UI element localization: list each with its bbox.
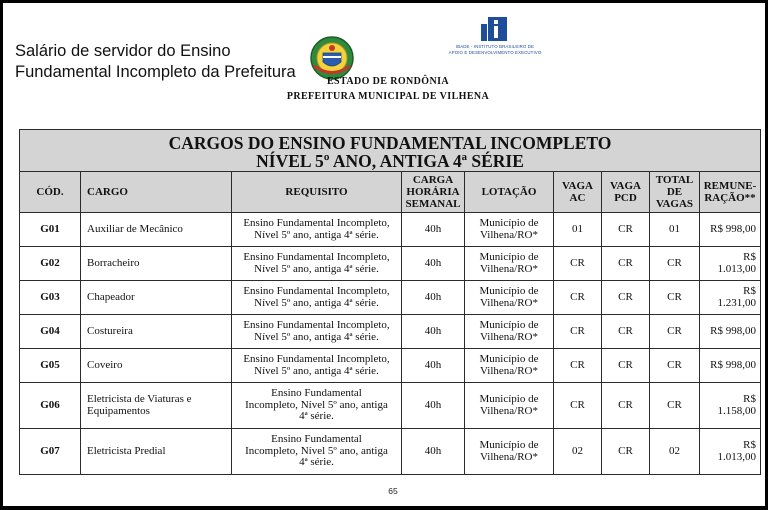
- caption-line-1: Salário de servidor do Ensino: [15, 42, 231, 60]
- page-number: 65: [388, 486, 398, 496]
- col-header-vaga-ac: [554, 172, 602, 213]
- cell-requisito: [232, 315, 402, 349]
- cell-line: 4ª série.: [299, 456, 334, 469]
- cell-line: Ensino Fundamental Incompleto,: [243, 353, 390, 365]
- cell-line: Ensino Fundamental Incompleto,: [243, 285, 390, 297]
- cell-total: 01: [650, 213, 700, 247]
- table-row: [20, 213, 761, 247]
- cell-carga: 40h: [402, 429, 465, 475]
- cell-vaga-pcd: CR: [602, 247, 650, 281]
- cell-line: Borracheiro: [87, 256, 140, 269]
- cell-vaga-ac: 01: [554, 213, 602, 247]
- cell-line: Vilhena/RO*: [480, 450, 538, 463]
- cell-line: Incompleto, Nível 5º ano, antiga: [245, 444, 388, 457]
- cell-requisito: [232, 429, 402, 475]
- cell-requisito: [232, 383, 402, 429]
- cell-total: CR: [650, 315, 700, 349]
- cell-vaga-pcd: CR: [602, 429, 650, 475]
- col-header-remuneracao-line: REMUNE-: [703, 180, 757, 192]
- cell-cod: G01: [20, 213, 81, 247]
- col-header-carga-line: HORÁRIA: [406, 186, 460, 198]
- cell-line: Ensino Fundamental Incompleto,: [243, 251, 390, 263]
- col-header-vaga-pcd-line: PCD: [614, 192, 637, 204]
- cell-vaga-ac: CR: [554, 281, 602, 315]
- col-header-vaga-ac-line: AC: [569, 192, 586, 204]
- cell-line: Município de: [479, 319, 539, 331]
- cell-line: Eletricista Predial: [87, 444, 166, 457]
- table-title-line-1: CARGOS DO ENSINO FUNDAMENTAL INCOMPLETO: [168, 132, 612, 153]
- cell-total: CR: [650, 281, 700, 315]
- table-title-line-2: NÍVEL 5º ANO, ANTIGA 4ª SÉRIE: [256, 150, 524, 171]
- cell-requisito: [232, 247, 402, 281]
- cell-lotacao: [465, 281, 554, 315]
- ibade-line-1: IBADE - INSTITUTO BRASILEIRO DE: [455, 44, 535, 49]
- cell-line: 4ª série.: [299, 410, 334, 423]
- cell-total: 02: [650, 429, 700, 475]
- cell-line: Município de: [479, 353, 539, 365]
- cell-lotacao: [465, 383, 554, 429]
- cell-cod: G03: [20, 281, 81, 315]
- cell-line: Nível 5º ano, antiga 4ª série.: [254, 364, 379, 377]
- cell-remuneracao: R$ 998,00: [700, 349, 761, 383]
- cell-cod: G04: [20, 315, 81, 349]
- org-prefeitura: PREFEITURA MUNICIPAL DE VILHENA: [286, 91, 490, 102]
- cell-line: Eletricista de Viaturas e: [87, 393, 192, 405]
- cell-carga: 40h: [402, 247, 465, 281]
- cell-cod: G02: [20, 247, 81, 281]
- cell-cod: G06: [20, 383, 81, 429]
- table-row: [20, 315, 761, 349]
- cell-requisito: [232, 213, 402, 247]
- col-header-total-line: VAGAS: [655, 198, 694, 210]
- ibade-text: [443, 44, 547, 55]
- cell-line: Equipamentos: [87, 404, 150, 417]
- cell-vaga-pcd: CR: [602, 213, 650, 247]
- cell-line: Vilhena/RO*: [480, 228, 538, 241]
- cell-remuneracao: R$ 998,00: [700, 315, 761, 349]
- cell-line: Ensino Fundamental: [271, 433, 362, 446]
- cell-vaga-ac: CR: [554, 349, 602, 383]
- cell-line: Chapeador: [87, 290, 135, 303]
- col-header-cod: CÓD.: [20, 172, 81, 213]
- cell-total: CR: [650, 247, 700, 281]
- cell-line: Município de: [479, 285, 539, 297]
- cell-carga: 40h: [402, 315, 465, 349]
- cell-line: Vilhena/RO*: [480, 296, 538, 309]
- col-header-cargo: CARGO: [81, 172, 232, 213]
- col-header-remuneracao: [700, 172, 761, 213]
- cell-lotacao: [465, 349, 554, 383]
- cell-cargo: [81, 349, 232, 383]
- col-header-carga: [402, 172, 465, 213]
- ibade-line-2: APOIO E DESENVOLVIMENTO EXECUTIVO: [448, 49, 542, 55]
- cell-line: Município de: [479, 439, 539, 451]
- col-header-carga-line: CARGA: [412, 174, 454, 186]
- image-caption: [15, 41, 296, 83]
- org-state: ESTADO DE RONDÔNIA: [326, 76, 450, 87]
- cell-line: Costureira: [87, 324, 133, 337]
- col-header-lotacao: LOTAÇÃO: [465, 172, 554, 213]
- cell-vaga-ac: CR: [554, 247, 602, 281]
- cell-cargo: [81, 315, 232, 349]
- table-row: [20, 383, 761, 429]
- organization-header: [283, 74, 493, 104]
- cell-line: Coveiro: [87, 358, 123, 371]
- cell-requisito: [232, 349, 402, 383]
- cell-remuneracao: R$ 1.013,00: [700, 429, 761, 475]
- cell-line: Ensino Fundamental Incompleto,: [243, 319, 390, 331]
- cell-vaga-ac: CR: [554, 315, 602, 349]
- col-header-requisito: REQUISITO: [232, 172, 402, 213]
- cell-cargo: [81, 281, 232, 315]
- ibade-logo-icon: [479, 15, 509, 43]
- cell-lotacao: [465, 429, 554, 475]
- col-header-total-line: TOTAL: [655, 174, 694, 186]
- table-title-row: [20, 130, 761, 172]
- cell-vaga-pcd: CR: [602, 383, 650, 429]
- document-page: [3, 3, 765, 506]
- cell-remuneracao: R$ 1.013,00: [700, 247, 761, 281]
- table-row: [20, 247, 761, 281]
- cell-lotacao: [465, 315, 554, 349]
- cell-line: Vilhena/RO*: [480, 364, 538, 377]
- cell-line: Município de: [479, 393, 539, 405]
- cell-vaga-pcd: CR: [602, 349, 650, 383]
- cell-total: CR: [650, 383, 700, 429]
- table-row: [20, 349, 761, 383]
- cell-line: Nível 5º ano, antiga 4ª série.: [254, 330, 379, 343]
- cell-cod: G05: [20, 349, 81, 383]
- cell-vaga-ac: CR: [554, 383, 602, 429]
- cell-line: Vilhena/RO*: [480, 330, 538, 343]
- cell-cod: G07: [20, 429, 81, 475]
- cell-total: CR: [650, 349, 700, 383]
- col-header-vaga-ac-line: VAGA: [562, 180, 593, 192]
- cell-vaga-pcd: CR: [602, 281, 650, 315]
- cell-remuneracao: R$ 1.158,00: [700, 383, 761, 429]
- cell-lotacao: [465, 247, 554, 281]
- cell-remuneracao: R$ 998,00: [700, 213, 761, 247]
- table-title: [20, 130, 761, 172]
- cell-line: Nível 5º ano, antiga 4ª série.: [254, 296, 379, 309]
- cell-line: Município de: [479, 251, 539, 263]
- cell-carga: 40h: [402, 213, 465, 247]
- cell-cargo: [81, 247, 232, 281]
- cell-cargo: [81, 429, 232, 475]
- table-row: [20, 281, 761, 315]
- col-header-remuneracao-line: RAÇÃO**: [704, 192, 756, 204]
- cargos-table: [19, 129, 761, 475]
- cell-line: Nível 5º ano, antiga 4ª série.: [254, 262, 379, 275]
- col-header-vaga-pcd: [602, 172, 650, 213]
- cell-line: Ensino Fundamental Incompleto,: [243, 217, 390, 229]
- cell-cargo: [81, 383, 232, 429]
- cell-line: Município de: [479, 217, 539, 229]
- table-header-row: [20, 172, 761, 213]
- cell-vaga-ac: 02: [554, 429, 602, 475]
- col-header-total-line: DE: [666, 186, 683, 198]
- cell-carga: 40h: [402, 383, 465, 429]
- cell-line: Vilhena/RO*: [480, 262, 538, 275]
- col-header-total: [650, 172, 700, 213]
- cell-line: Ensino Fundamental: [271, 387, 362, 400]
- cell-requisito: [232, 281, 402, 315]
- cell-line: Vilhena/RO*: [480, 404, 538, 417]
- cell-carga: 40h: [402, 349, 465, 383]
- cell-line: Auxiliar de Mecânico: [87, 222, 183, 235]
- cell-vaga-pcd: CR: [602, 315, 650, 349]
- cell-lotacao: [465, 213, 554, 247]
- caption-line-2: Fundamental Incompleto da Prefeitura: [15, 63, 296, 81]
- col-header-carga-line: SEMANAL: [405, 198, 461, 210]
- cell-remuneracao: R$ 1.231,00: [700, 281, 761, 315]
- cell-line: Incompleto, Nível 5º ano, antiga: [245, 398, 388, 411]
- cell-cargo: [81, 213, 232, 247]
- table-row: [20, 429, 761, 475]
- cell-carga: 40h: [402, 281, 465, 315]
- cell-line: Nível 5º ano, antiga 4ª série.: [254, 228, 379, 241]
- col-header-vaga-pcd-line: VAGA: [610, 180, 641, 192]
